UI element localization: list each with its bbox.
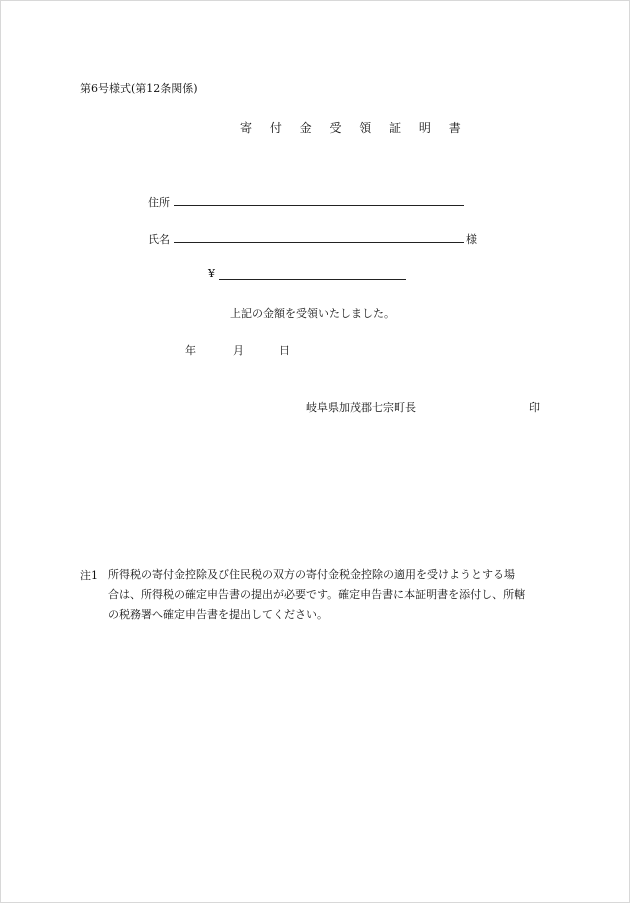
date-year-label: 年 (185, 344, 196, 357)
date-month-label: 月 (233, 344, 244, 357)
note-body (108, 565, 554, 625)
note-line: の税務署へ確定申告書を提出してください。 (108, 608, 328, 621)
address-label: 住所 (148, 196, 170, 209)
yen-symbol: ¥ (208, 267, 215, 280)
issuer-name: 岐阜県加茂郡七宗町長 (306, 401, 416, 414)
name-honorific: 様 (466, 233, 477, 246)
document-title: 寄 付 金 受 領 証 明 書 (240, 121, 468, 135)
amount-field-line (219, 279, 406, 280)
address-field-line (174, 205, 464, 206)
receipt-statement: 上記の金額を受領いたしました。 (230, 307, 395, 320)
date-day-label: 日 (279, 344, 290, 357)
note-line: 所得税の寄付金控除及び住民税の双方の寄付金税金控除の適用を受けようとする場 (108, 568, 515, 581)
name-label: 氏名 (148, 233, 170, 246)
seal-mark: 印 (529, 401, 540, 414)
name-field-line (174, 242, 464, 243)
form-number: 第6号様式(第12条関係) (80, 82, 198, 95)
note-label: 注1 (80, 569, 98, 582)
note-line: 合は、所得税の確定申告書の提出が必要です。確定申告書に本証明書を添付し、所轄 (108, 588, 526, 601)
